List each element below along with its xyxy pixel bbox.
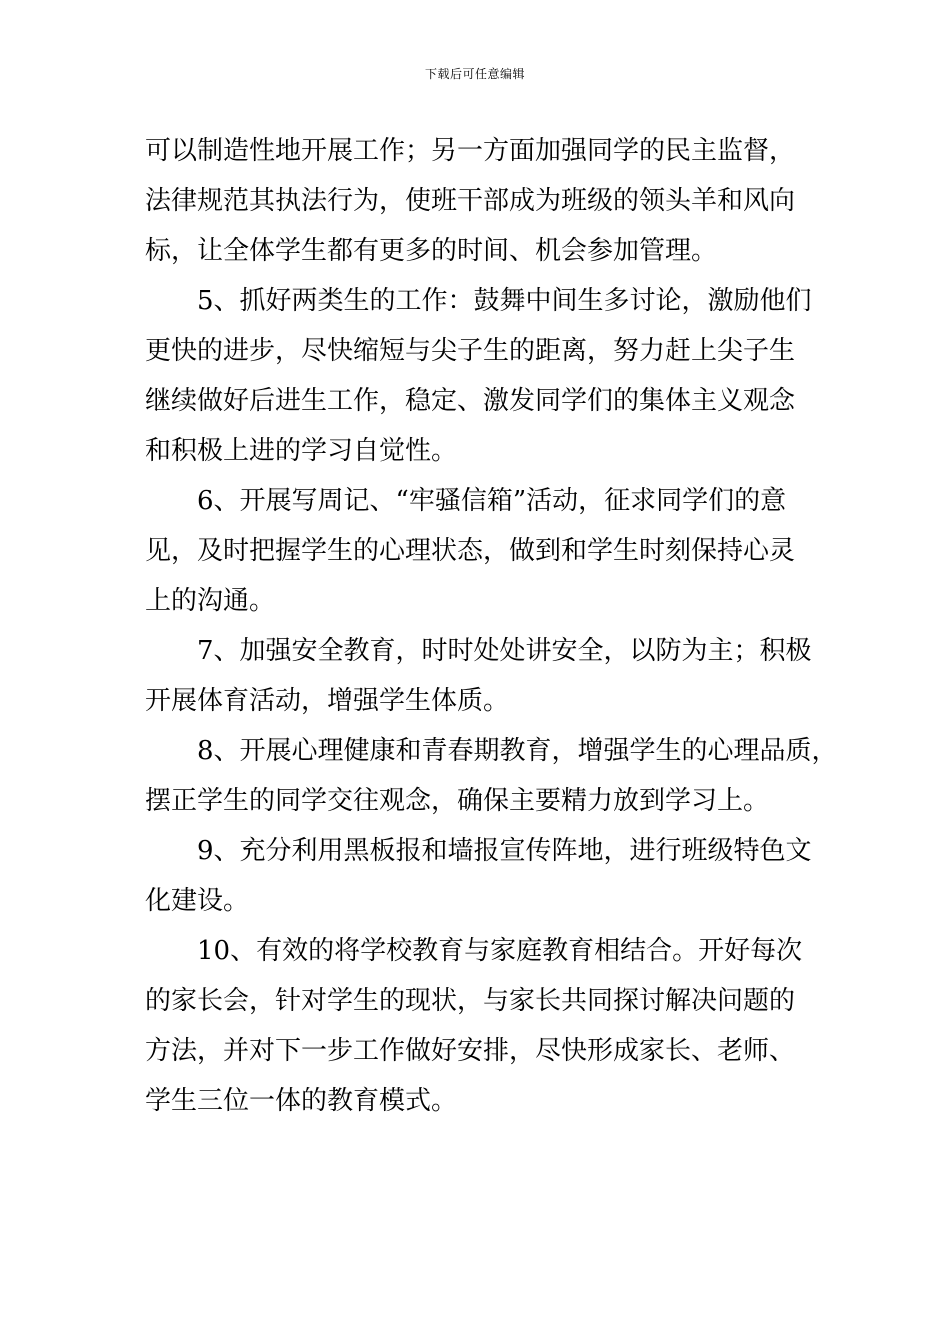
text-line: 开展体育活动，增强学生体质。: [145, 686, 510, 716]
paragraph-continuation: [145, 126, 825, 276]
paragraph-item-7: [145, 626, 825, 726]
text-line: 标，让全体学生都有更多的时间、机会参加管理。: [145, 236, 718, 266]
text-line: 7、加强安全教育，时时处处讲安全，以防为主；积极: [197, 636, 812, 666]
text-line: 上的沟通。: [145, 586, 276, 616]
text-line: 6、开展写周记、“牢骚信箱”活动，征求同学们的意: [197, 486, 787, 516]
paragraph-item-6: [145, 476, 825, 626]
text-line: 8、开展心理健康和青春期教育，增强学生的心理品质，: [197, 736, 838, 766]
text-line: 可以制造性地开展工作；另一方面加强同学的民主监督，: [145, 136, 796, 166]
text-line: 摆正学生的同学交往观念，确保主要精力放到学习上。: [145, 786, 770, 816]
text-line: 化建设。: [145, 886, 250, 916]
paragraph-item-10: [145, 926, 825, 1126]
text-line: 的家长会，针对学生的现状，与家长共同探讨解决问题的: [145, 986, 796, 1016]
text-line: 10、有效的将学校教育与家庭教育相结合。开好每次: [197, 936, 803, 966]
text-line: 见，及时把握学生的心理状态，做到和学生时刻保持心灵: [145, 536, 796, 566]
text-line: 学生三位一体的教育模式。: [145, 1086, 458, 1116]
page-header: 下载后可任意编辑: [424, 67, 525, 81]
text-line: 更快的进步，尽快缩短与尖子生的距离，努力赶上尖子生: [145, 336, 796, 366]
document-body: [145, 126, 838, 1126]
text-line: 法律规范其执法行为，使班干部成为班级的领头羊和风向: [145, 186, 796, 216]
paragraph-item-9: [145, 826, 825, 926]
paragraph-item-5: [145, 276, 825, 476]
text-line: 5、抓好两类生的工作：鼓舞中间生多讨论，激励他们: [197, 286, 812, 316]
text-line: 和积极上进的学习自觉性。: [145, 436, 458, 466]
text-line: 方法，并对下一步工作做好安排，尽快形成家长、老师、: [145, 1036, 796, 1066]
text-line: 继续做好后进生工作，稳定、激发同学们的集体主义观念: [145, 386, 796, 416]
paragraph-item-8: [145, 726, 838, 826]
text-line: 9、充分利用黑板报和墙报宣传阵地，进行班级特色文: [197, 836, 812, 866]
